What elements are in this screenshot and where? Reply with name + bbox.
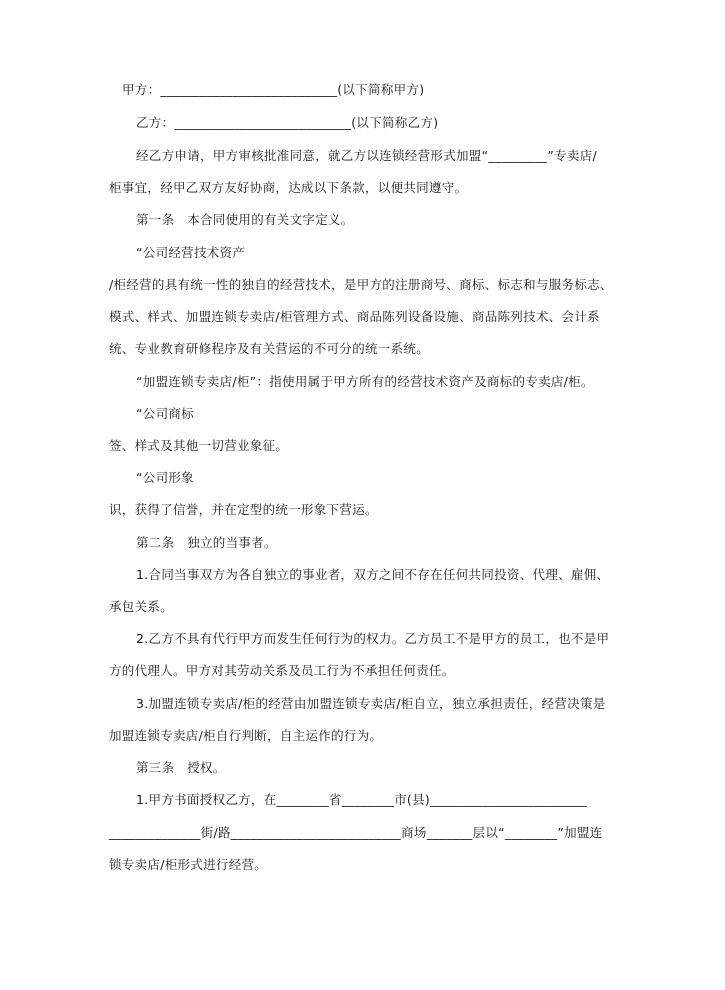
definition-4-line-1: 识，获得了信誉，并在定型的统一形象下营运。 bbox=[109, 502, 378, 517]
definition-4-title: “公司形象 bbox=[136, 470, 194, 485]
article-3-clause-1-line-2: ______________街/路__________________________商场_______层以“________”加盟连 bbox=[109, 825, 603, 840]
article-2-clause-1-line-1: 1.合同当事双方为各自独立的事业者，双方之间不存在任何共同投资、代理、雇佣、 bbox=[136, 567, 610, 582]
definition-1-line-3: 统、专业教育研修程序及有关营运的不可分的统一系统。 bbox=[109, 341, 430, 356]
article-2-clause-3-line-1: 3.加盟连锁专卖店/柜的经营由加盟连锁专卖店/柜自立，独立承担责任，经营决策是 bbox=[136, 696, 606, 711]
article-2-clause-2-line-2: 方的代理人。甲方对其劳动关系及员工行为不承担任何责任。 bbox=[109, 663, 455, 678]
article-3-clause-1-line-1: 1.甲方书面授权乙方，在________省________市(县)________________________ bbox=[136, 792, 588, 807]
definition-2: “加盟连锁专卖店/柜”：指使用属于甲方所有的经营技术资产及商标的专卖店/柜。 bbox=[136, 374, 594, 389]
preamble-line-1: 经乙方申请，甲方审核批准同意，就乙方以连锁经营形式加盟“_________”专卖店/ bbox=[136, 148, 598, 163]
article-2-heading: 第二条 独立的当事者。 bbox=[136, 535, 277, 550]
article-1-heading: 第一条 本合同使用的有关文字定义。 bbox=[136, 212, 354, 227]
article-2-clause-2-line-1: 2.乙方不具有代行甲方而发生任何行为的权力。乙方员工不是甲方的员工，也不是甲 bbox=[136, 631, 610, 646]
definition-1-line-2: 模式、样式、加盟连锁专卖店/柜管理方式、商品陈列设备设施、商品陈列技术、会计系 bbox=[109, 309, 600, 324]
article-3-heading: 第三条 授权。 bbox=[136, 760, 226, 775]
party-b-line: 乙方：___________________________(以下简称乙方) bbox=[136, 115, 439, 130]
definition-3-title: “公司商标 bbox=[136, 406, 194, 421]
article-2-clause-1-line-2: 承包关系。 bbox=[109, 599, 174, 614]
preamble-line-2: 柜事宜，经甲乙双方友好协商，达成以下条款，以便共同遵守。 bbox=[109, 180, 468, 195]
definition-1-title: “公司经营技术资产 bbox=[136, 245, 246, 260]
article-3-clause-1-line-3: 锁专卖店/柜形式进行经营。 bbox=[109, 857, 268, 872]
party-a-line: 甲方：___________________________(以下简称甲方) bbox=[122, 82, 425, 97]
definition-3-line-1: 签、样式及其他一切营业象征。 bbox=[109, 438, 289, 453]
article-2-clause-3-line-2: 加盟连锁专卖店/柜自行判断，自主运作的行为。 bbox=[109, 728, 383, 743]
definition-1-line-1: /柜经营的具有统一性的独自的经营技术，是甲方的注册商号、商标、标志和与服务标志、 bbox=[109, 277, 613, 292]
